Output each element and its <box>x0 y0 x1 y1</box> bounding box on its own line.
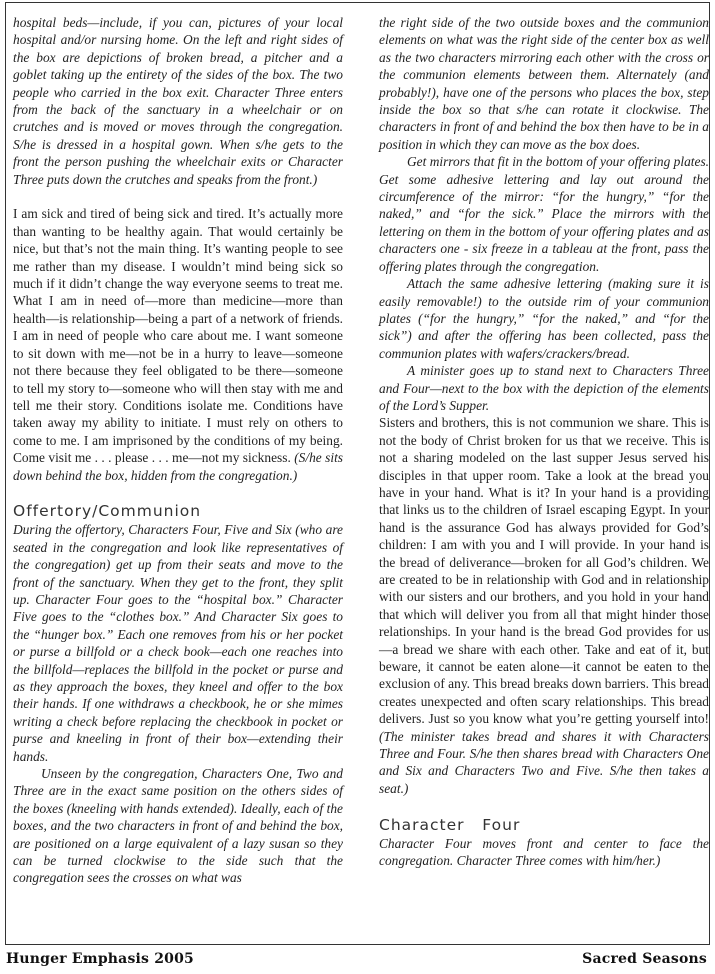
offertory-paragraph-1: During the offertory, Characters Four, Five and Six (who are seated in the congregation and look like representatives of the congregation) get up from their seats and move to the front of the sanctuary. When they get to the front, they split up. Character Four goes to the “hospital box.” Character Five goes to the “clothes box.” And Character Six goes to the “hunger box.” Each one removes from his or her pocket or purse a billfold or a check book—each one reaches into the billfold—replaces the billfold in the pocket or purse and as they approach the boxes, they kneel and offer to the box their hands. If one withdraws a checkbook, he or she mimes writing a check before replacing the checkbook in pocket or purse and kneeling in front of their box—extending their hands. <box>13 522 343 764</box>
left-column <box>13 14 343 887</box>
section-heading-offertory: Offertory/Communion <box>13 502 202 521</box>
continuation-paragraph: the right side of the two outside boxes and the communion elements on what was the right side of the center box as well as the two characters mirroring each other with the cross or the communion elements between them. Alternately (and probably!), have one of the persons who places the box, step inside the box so that s/he can rotate it clockwise. The characters in front of and behind the box then have to be in a position in which they can move as the box does. <box>379 15 709 152</box>
section-heading-character-four: Character Four <box>379 815 521 834</box>
footer-series-title: Sacred Seasons <box>582 951 707 967</box>
character-four-direction: Character Four moves front and center to face the congregation. Character Three comes with him/her.) <box>379 835 709 869</box>
mirrors-paragraph: Get mirrors that fit in the bottom of your offering plates. Get some adhesive lettering and lay out around the circumference of the mirror: “for the hungry,” “for the naked,” and “for the sick.” Place the mirrors with the lettering on them in the bottom of your offering plates and as characters one - six freeze in a tableau at the front, pass the offering plates through the congregation. <box>379 154 709 274</box>
offertory-paragraph-2: Unseen by the congregation, Characters One, Two and Three are in the exact same position on the others sides of the boxes (kneeling with hands extended). Ideally, each of the boxes, and the two characters in front of and behind the box, are positioned on a large equivalent of a lazy susan so they can be turned clockwise to the side such that the congregation sees the crosses on what was <box>13 766 343 886</box>
minister-speech: Sisters and brothers, this is not communion we share. This is not the body of Christ broken for us that we receive. This is not a sharing modeled on the last supper Jesus served his disciples in that upper room. Take a look at the bread you have in your hand. What is it? In your hand is a providing that links us to the children of Israel escaping Egypt. In your hand is the assurance God has always provided for God’s children: I am with you and I will provide. In your hand is the bread of deliverance—broken for all God’s children. We are created to be in relationship with God and in relationship with our sisters and our brothers, and you hold in your hand that which will deliver you from all that might hinder those relationships. In your hand is the bread God provides for us—a bread we share with each other. Take and eat of it, but beware, it cannot be eaten alone—it cannot be eaten to the exclusion of any. This bread breaks down barriers. This bread creates unexpected and often scary relationships. This bread delivers. Just so you know what you’re getting yourself into! <box>379 415 709 727</box>
monologue-stage-direction: (S/he sits down behind the box, hidden from the congregation.) <box>13 450 344 483</box>
minister-speech-paragraph <box>379 414 709 797</box>
stage-direction: hospital beds—include, if you can, pictures of your local hospital and/or nursing home. On the left and right sides of the box are depictions of broken bread, a pitcher and a goblet taking up the entirety of the sides of the box. The two people who carried in the box exit. Character Three enters from the back of the sanctuary in a wheelchair or on crutches and is moved or moves through the congregation. S/he is dressed in a hospital gown. When s/he gets to the front the person pushing the wheelchair exits or Character Three puts down the crutches and speaks from the front.) <box>13 15 343 187</box>
footer-publication-title: Hunger Emphasis 2005 <box>6 951 194 967</box>
speech-stage-direction: (The minister takes bread and shares it with Characters Three and Four. S/he then shares bread with Characters One and Six and Characters Two and Five. S/he then takes a seat.) <box>379 728 709 796</box>
monologue-text: I am sick and tired of being sick and tired. It’s actually more than wanting to be healthy again. That would certainly be nice, but that’s not the main thing. It’s wanting people to see me rather than my disease. I wouldn’t mind being sick so much if it didn’t change the way everyone seems to treat me. What I am in need of—more than medicine—more than health—is relationship—being a part of a network of friends. I am in need of people who care about me. I want someone to sit down with me—not be in a hurry to leave—someone not there because they feel obligated to be there—someone to tell my story to—someone who will then stay with me and tell me their story. Conditions isolate me. Conditions have taken away my ability to initiate. I must rely on others to come to me. I am imprisoned by the conditions of my being. Come visit me . . . please . . . me—not my sickness. <box>13 206 343 466</box>
minister-direction: A minister goes up to stand next to Characters Three and Four—next to the box with the depiction of the elements of the Lord’s Supper. <box>379 363 709 413</box>
lettering-paragraph: Attach the same adhesive lettering (making sure it is easily removable!) to the outside rim of your communion plates (“for the hungry,” “for the naked,” and “for the sick”) and after the offering has been collected, pass the communion plates with wafers/crackers/bread. <box>379 276 709 361</box>
right-column <box>379 14 709 869</box>
monologue-paragraph <box>13 205 343 484</box>
